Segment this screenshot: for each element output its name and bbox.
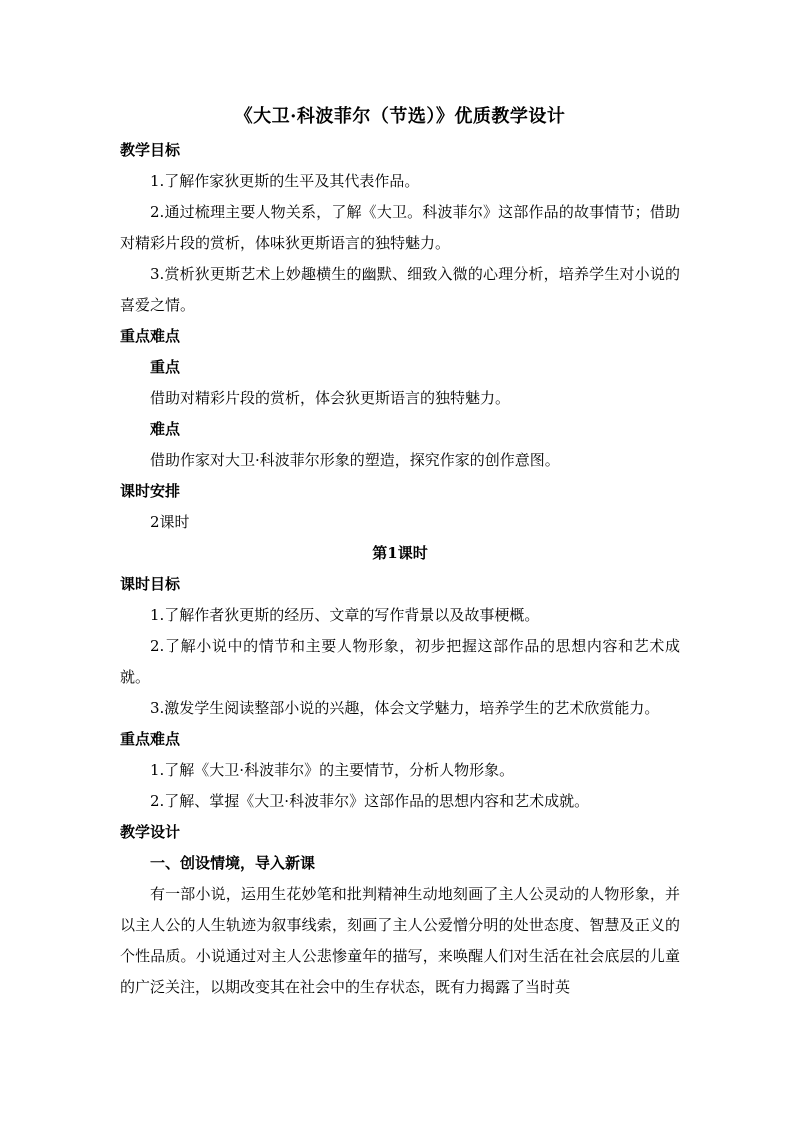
lesson-goal-1: 1.了解作者狄更斯的经历、文章的写作背景以及故事梗概。 — [150, 606, 540, 624]
lesson-key-item-2: 2.了解、掌握《大卫·科波菲尔》这部作品的思想内容和艺术成就。 — [150, 792, 590, 810]
document-page — [120, 103, 680, 1003]
lesson-goal-2: 2.了解小说中的情节和主要人物形象，初步把握这部作品的思想内容和艺术成就。 — [120, 637, 680, 686]
section-heading-schedule: 课时安排 — [120, 482, 181, 500]
step-1-heading: 一、创设情境，导入新课 — [150, 854, 316, 872]
difficulty-text: 借助作家对大卫·科波菲尔形象的塑造，探究作家的创作意图。 — [150, 451, 560, 469]
lesson-goal-3: 3.激发学生阅读整部小说的兴趣，体会文学魅力，培养学生的艺术欣赏能力。 — [150, 699, 660, 717]
document-title: 《大卫·科波菲尔（节选）》优质教学设计 — [234, 106, 566, 127]
lesson-1-heading: 第1课时 — [372, 544, 428, 562]
lesson-key-item-1: 1.了解《大卫·科波菲尔》的主要情节，分析人物形象。 — [150, 761, 515, 779]
schedule-text: 2课时 — [150, 513, 190, 531]
section-heading-key-points: 重点难点 — [120, 327, 181, 345]
key-point-label: 重点 — [150, 358, 181, 376]
difficulty-label: 难点 — [150, 420, 181, 438]
goal-item-3: 3.赏析狄更斯艺术上妙趣横生的幽默、细致入微的心理分析，培养学生对小说的喜爱之情。 — [120, 265, 680, 314]
teaching-design-heading: 教学设计 — [120, 823, 181, 841]
step-1-text: 有一部小说，运用生花妙笔和批判精神生动地刻画了主人公灵动的人物形象，并以主人公的人生轨迹为叙事线索，刻画了主人公爱憎分明的处世态度、智慧及正义的个性品质。小说通过对主人公悲惨童年的描写，来唤醒人们对生活在社会底层的儿童的广泛关注，以期改变其在社会中的生存状态，既有力揭露了当时英 — [120, 885, 680, 996]
goal-item-1: 1.了解作家狄更斯的生平及其代表作品。 — [150, 172, 420, 190]
lesson-key-heading: 重点难点 — [120, 730, 181, 748]
goal-item-2: 2.通过梳理主要人物关系，了解《大卫。科波菲尔》这部作品的故事情节；借助对精彩片段的赏析，体味狄更斯语言的独特魅力。 — [120, 203, 680, 252]
key-point-text: 借助对精彩片段的赏析，体会狄更斯语言的独特魅力。 — [150, 389, 511, 407]
lesson-goals-heading: 课时目标 — [120, 575, 181, 593]
section-heading-teaching-goals: 教学目标 — [120, 141, 181, 159]
